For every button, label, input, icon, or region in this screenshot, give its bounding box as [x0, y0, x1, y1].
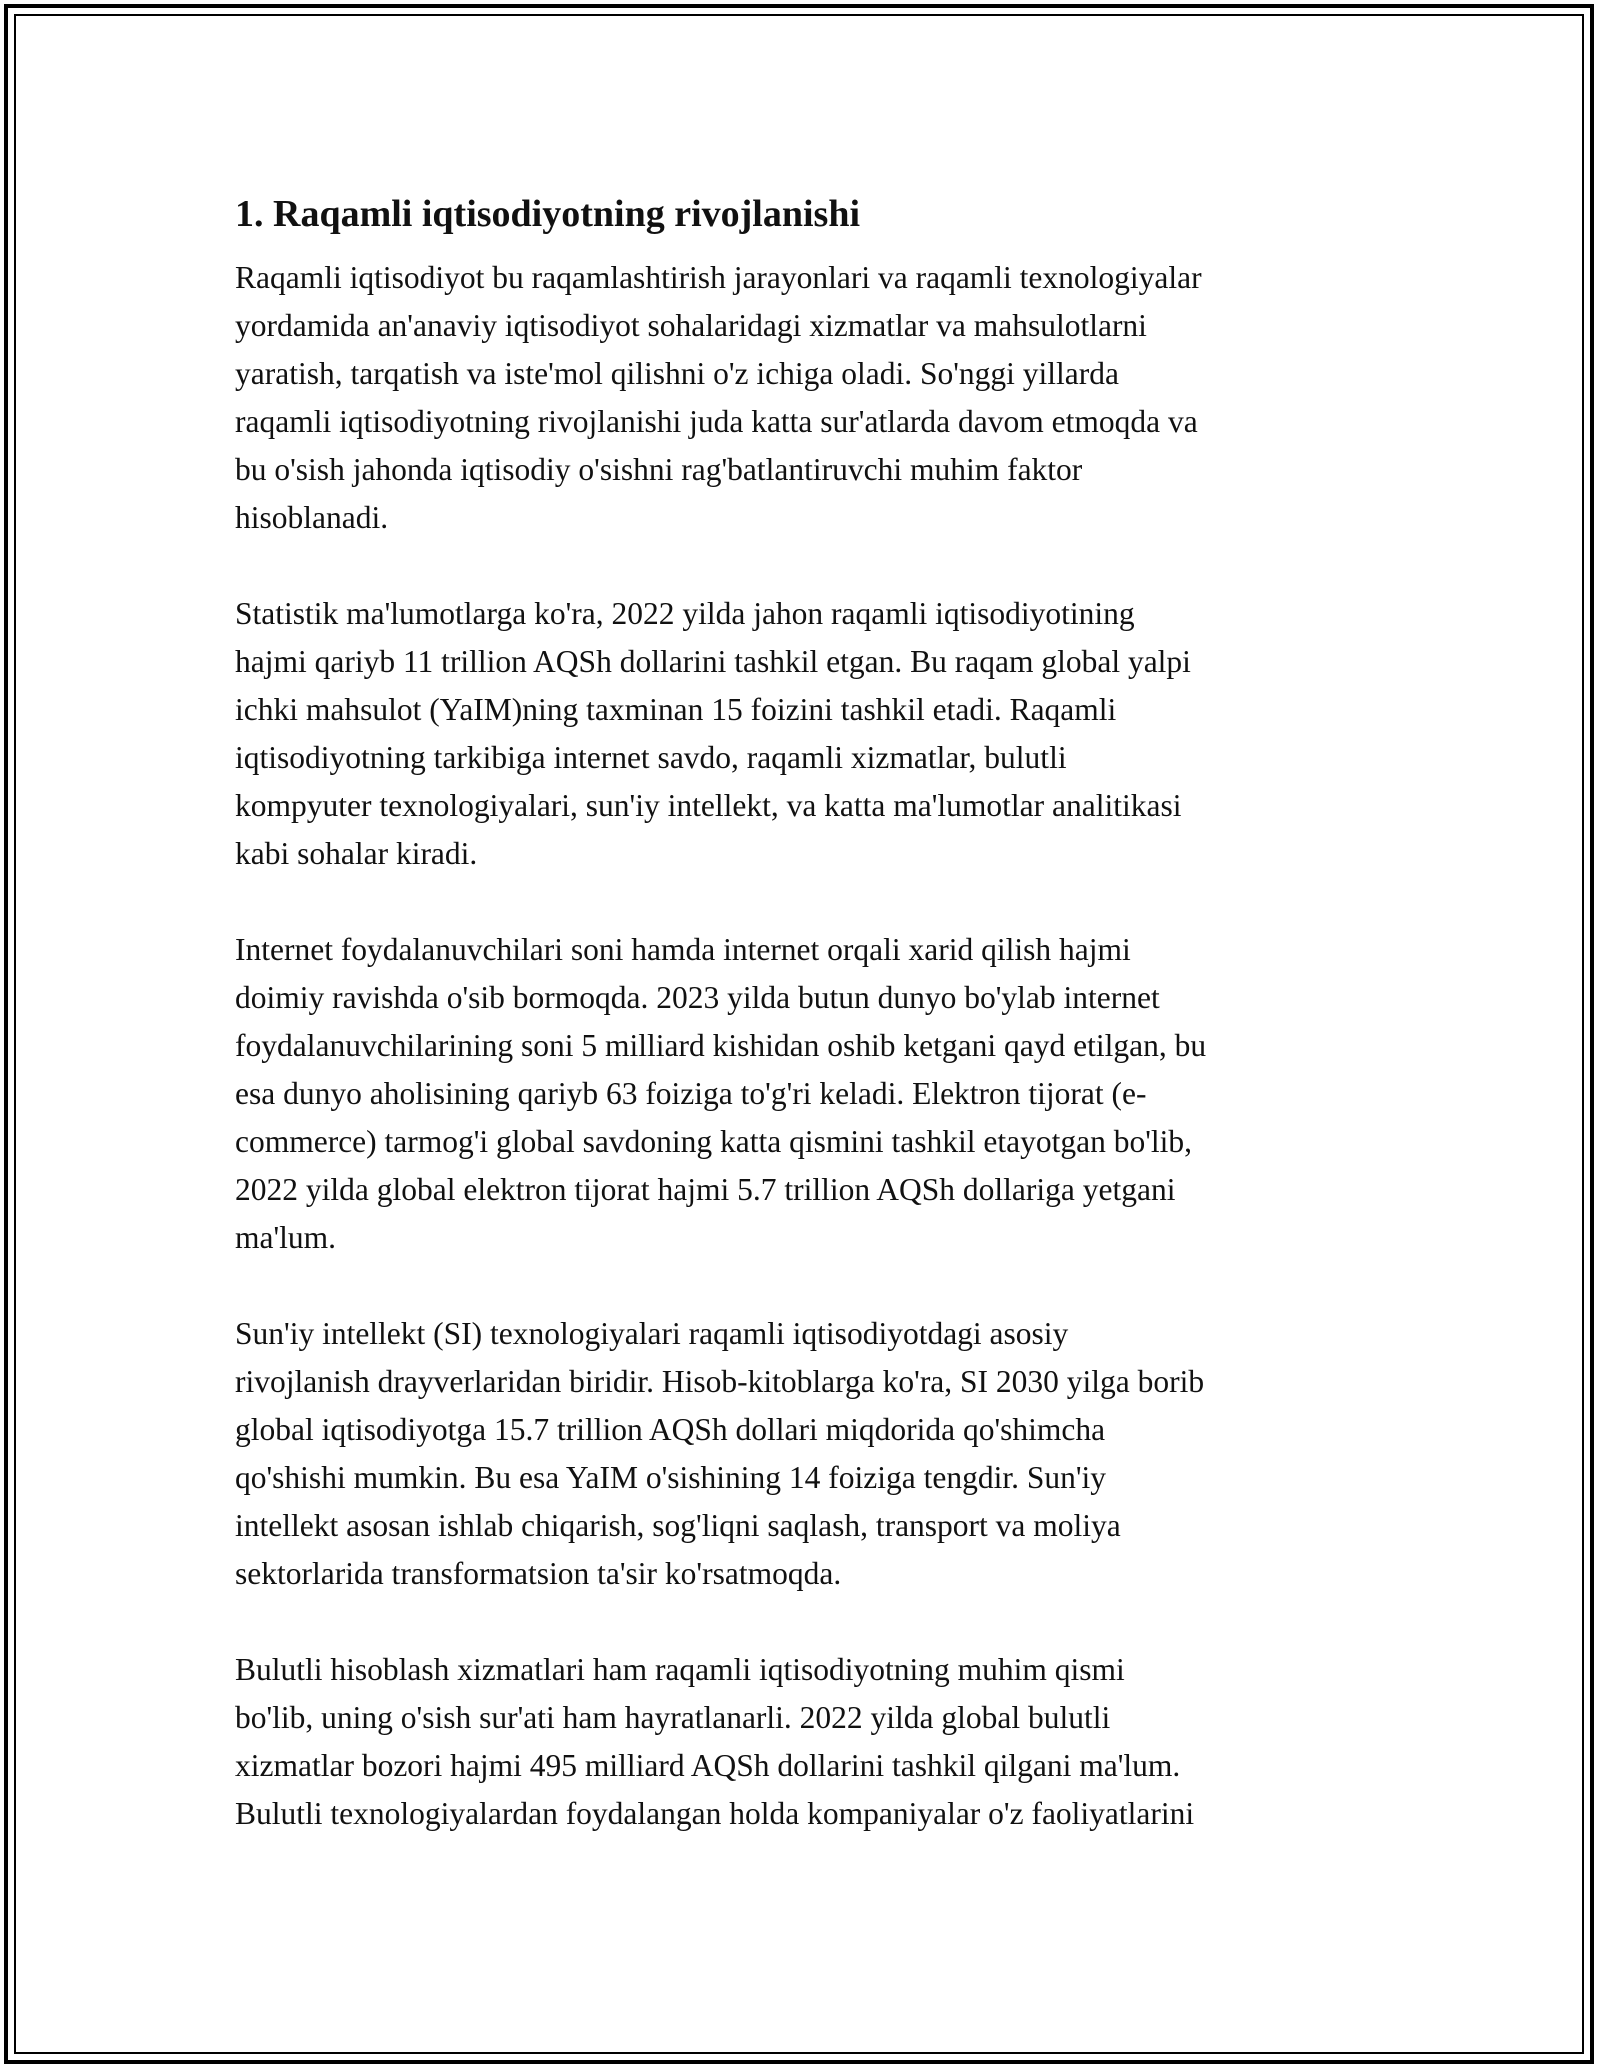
paragraph-4	[235, 1310, 1375, 1598]
paragraph-3	[235, 926, 1375, 1262]
paragraph-line: Bulutli texnologiyalardan foydalangan holda kompaniyalar o'z faoliyatlarini	[235, 1796, 1195, 1831]
paragraph-2	[235, 590, 1375, 878]
paragraph-line: 2022 yilda global elektron tijorat hajmi 5.7 trillion AQSh dollariga yetgani	[235, 1172, 1176, 1207]
paragraph-line: ma'lum.	[235, 1220, 337, 1255]
paragraph-5	[235, 1646, 1375, 1838]
paragraph-line: xizmatlar bozori hajmi 495 milliard AQSh dollarini tashkil qilgani ma'lum.	[235, 1748, 1181, 1783]
paragraph-line: ichki mahsulot (YaIM)ning taxminan 15 foizini tashkil etadi. Raqamli	[235, 692, 1117, 727]
paragraph-line: bu o'sish jahonda iqtisodiy o'sishni rag'batlantiruvchi muhim faktor	[235, 452, 1083, 487]
paragraph-line: doimiy ravishda o'sib bormoqda. 2023 yilda butun dunyo bo'ylab internet	[235, 980, 1160, 1015]
document-content	[235, 188, 1375, 1886]
paragraph-line: qo'shishi mumkin. Bu esa YaIM o'sishining 14 foiziga tengdir. Sun'iy	[235, 1460, 1107, 1495]
paragraph-line: raqamli iqtisodiyotning rivojlanishi juda katta sur'atlarda davom etmoqda va	[235, 404, 1198, 439]
paragraph-1	[235, 254, 1375, 542]
paragraph-line: esa dunyo aholisining qariyb 63 foiziga to'g'ri keladi. Elektron tijorat (e-	[235, 1076, 1147, 1111]
paragraph-line: kabi sohalar kiradi.	[235, 836, 478, 871]
paragraph-line: sektorlarida transformatsion ta'sir ko'rsatmoqda.	[235, 1556, 842, 1591]
paragraph-line: intellekt asosan ishlab chiqarish, sog'liqni saqlash, transport va moliya	[235, 1508, 1121, 1543]
paragraph-line: commerce) tarmog'i global savdoning katta qismini tashkil etayotgan bo'lib,	[235, 1124, 1193, 1159]
paragraph-line: rivojlanish drayverlaridan biridir. Hisob-kitoblarga ko'ra, SI 2030 yilga borib	[235, 1364, 1205, 1399]
section-heading: 1. Raqamli iqtisodiyotning rivojlanishi	[235, 193, 861, 235]
paragraph-line: kompyuter texnologiyalari, sun'iy intellekt, va katta ma'lumotlar analitikasi	[235, 788, 1182, 823]
paragraph-line: hisoblanadi.	[235, 500, 389, 535]
paragraph-line: Bulutli hisoblash xizmatlari ham raqamli iqtisodiyotning muhim qismi	[235, 1652, 1125, 1687]
paragraph-line: global iqtisodiyotga 15.7 trillion AQSh dollari miqdorida qo'shimcha	[235, 1412, 1106, 1447]
paragraph-line: bo'lib, uning o'sish sur'ati ham hayratlanarli. 2022 yilda global bulutli	[235, 1700, 1111, 1735]
paragraph-line: Sun'iy intellekt (SI) texnologiyalari raqamli iqtisodiyotdagi asosiy	[235, 1316, 1069, 1351]
paragraph-line: Statistik ma'lumotlarga ko'ra, 2022 yilda jahon raqamli iqtisodiyotining	[235, 596, 1135, 631]
paragraph-line: foydalanuvchilarining soni 5 milliard kishidan oshib ketgani qayd etilgan, bu	[235, 1028, 1207, 1063]
paragraph-line: hajmi qariyb 11 trillion AQSh dollarini tashkil etgan. Bu raqam global yalpi	[235, 644, 1191, 679]
paragraph-line: iqtisodiyotning tarkibiga internet savdo, raqamli xizmatlar, bulutli	[235, 740, 1067, 775]
paragraph-line: Internet foydalanuvchilari soni hamda internet orqali xarid qilish hajmi	[235, 932, 1131, 967]
paragraph-line: Raqamli iqtisodiyot bu raqamlashtirish jarayonlari va raqamli texnologiyalar	[235, 260, 1202, 295]
paragraph-line: yordamida an'anaviy iqtisodiyot sohalaridagi xizmatlar va mahsulotlarni	[235, 308, 1147, 343]
paragraph-line: yaratish, tarqatish va iste'mol qilishni o'z ichiga oladi. So'nggi yillarda	[235, 356, 1119, 391]
